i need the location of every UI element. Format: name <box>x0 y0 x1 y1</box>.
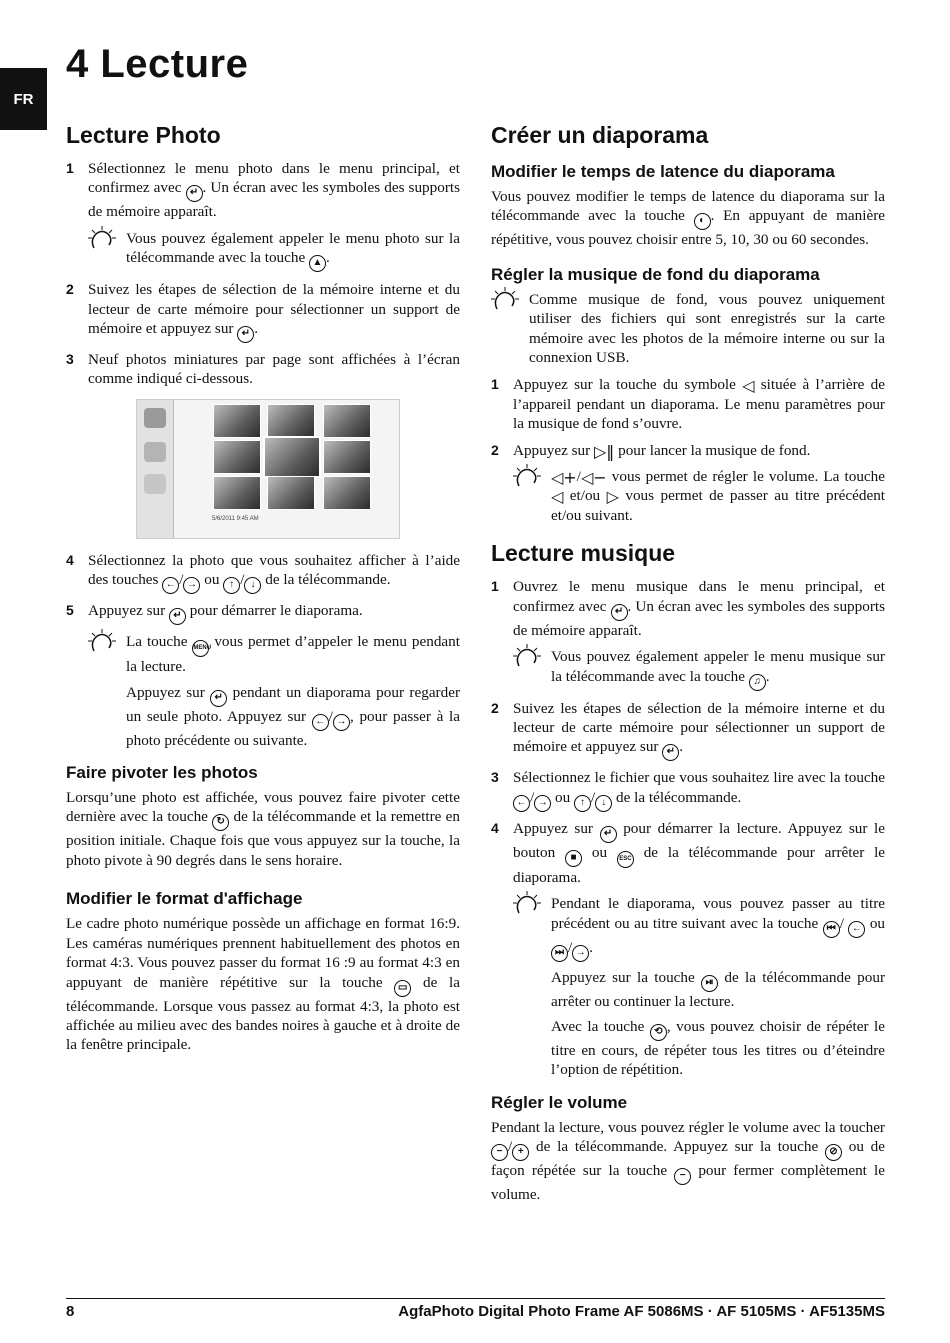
rotate-key-icon: ↻ <box>212 814 229 831</box>
photo-thumbnail <box>213 476 261 510</box>
music-step-1: 1 Appuyez sur la touche du symbole ◁ située à l’arrière de l’appareil pendant un diaporama. Le menu paramètres pour la musique de fond s’ouvre. <box>491 376 885 433</box>
previous-track-key-icon: ⏮ <box>823 921 840 938</box>
arrow-right-icon: → <box>572 945 589 962</box>
repeat-key-icon: ⟲ <box>650 1024 667 1041</box>
arrow-left-icon: ← <box>312 714 329 731</box>
lightbulb-icon <box>88 629 122 657</box>
step-3: 3 Neuf photos miniatures par page sont affichées à l’écran comme indiqué ci-dessous. <box>66 351 460 388</box>
music-play-step-3: 3 Sélectionnez le fichier que vous souhaitez lire avec la touche ← / → ou ↑ / ↓ de la télécommande. <box>491 768 885 811</box>
footer-divider <box>66 1298 885 1299</box>
lightbulb-icon <box>513 644 547 672</box>
photo-thumbnail <box>267 404 315 438</box>
screen-date-label: 5/6/2011 9:45 AM <box>212 515 259 522</box>
mute-key-icon: ⊘ <box>825 1144 842 1161</box>
photo-thumbnail <box>213 440 261 474</box>
photo-thumbnail <box>213 404 261 438</box>
tip-menu-key: La touche MENU vous permet d’appeler le menu pendant la lecture. Appuyez sur ↵ pendant un diaporama pour regarder un seule photo. Appuyez sur ← / → , pour passer à la photo précédente ou suivante. <box>88 632 460 750</box>
arrow-up-icon: ↑ <box>223 577 240 594</box>
lightbulb-icon <box>513 891 547 919</box>
paragraph-volume: Pendant la lecture, vous pouvez régler le volume avec la toucher − / + de la télécommande. Appuyez sur la touche ⊘ ou de façon répétée sur la touche − pour fermer complètement le volume. <box>491 1118 886 1204</box>
lightbulb-icon <box>491 287 525 315</box>
menu-key-icon: MENU <box>192 640 209 657</box>
slideshow-speed-key-icon: ◐ <box>694 213 711 230</box>
subheading-format: Modifier le format d'affichage <box>66 889 303 909</box>
paragraph-pivoter: Lorsqu’une photo est affichée, vous pouvez faire pivoter cette dernière avec la touche ↻ de la télécommande et la remettre en position initiale. Chaque fois que vous appuyez sur la touche, la photo pivote à 90 degrés dans le sens horaire. <box>66 789 461 869</box>
step-2: 2 Suivez les étapes de sélection de la mémoire interne et du lecteur de carte mémoire pour sélectionner un support de mémoire et appuyez sur ↵ . <box>66 280 460 343</box>
thumbnail-screen-image <box>136 399 400 539</box>
music-step-2: 2 Appuyez sur ▷‖ pour lancer la musique de fond. <box>491 441 811 461</box>
subheading-musique-fond: Régler la musique de fond du diaporama <box>491 264 820 284</box>
arrow-left-icon: ← <box>162 577 179 594</box>
section-heading-lecture-musique: Lecture musique <box>491 540 676 567</box>
volume-minus-key-icon: − <box>491 1144 508 1161</box>
volume-down-key-icon: ◁− <box>580 468 607 488</box>
next-track-key-icon: ⏭ <box>551 945 568 962</box>
arrow-right-icon: → <box>333 714 350 731</box>
enter-icon: ↵ <box>600 826 617 843</box>
arrow-right-icon: → <box>183 577 200 594</box>
photo-thumbnail <box>267 476 315 510</box>
volume-up-key-icon: ◁+ <box>551 468 577 488</box>
card-icon <box>144 442 166 462</box>
photo-thumbnail <box>323 440 371 474</box>
tip-music-menu: Vous pouvez également appeler le menu musique sur la télécommande avec la touche ♫ . <box>513 647 885 690</box>
tip-musique-fond: Comme musique de fond, vous pouvez uniquement utiliser des fichiers qui sont enregistrés sur la carte mémoire avec les photos de la mémoire interne ou sur la connexion USB. <box>491 290 885 368</box>
photo-thumbnail-selected <box>263 436 321 478</box>
chapter-title: 4 Lecture <box>66 42 249 86</box>
photo-thumbnail <box>323 404 371 438</box>
memory-icon <box>144 408 166 428</box>
step-1: 1 Sélectionnez le menu photo dans le menu principal, et confirmez avec ↵ . Un écran avec les symboles des supports de mémoire apparaît. <box>66 160 461 221</box>
tip-photo-menu: Vous pouvez également appeler le menu photo sur la télécommande avec la touche ▲ . <box>88 229 460 272</box>
stop-key-icon: ■ <box>565 850 582 867</box>
subheading-pivoter: Faire pivoter les photos <box>66 763 258 783</box>
play-pause-key-icon: ⏯ <box>701 975 718 992</box>
previous-key-icon: ◁ <box>551 487 564 507</box>
volume-plus-key-icon: + <box>512 1144 529 1161</box>
paragraph-format: Le cadre photo numérique possède un affichage en format 16:9. Les caméras numériques prennent habituellement des photos en format 4:3. Vous pouvez passer du format 16 :9 au format 4:3 en appuyant de manière répétitive sur la touche ▭ de la télécommande. Lorsque vous passez au format 4:3, la photo est affichée au milieu avec des bandes noires à gauche et à droite de la fenêtre principale. <box>66 915 461 1054</box>
photo-thumbnail <box>323 476 371 510</box>
section-heading-diaporama: Créer un diaporama <box>491 122 709 148</box>
section-heading-lecture-photo: Lecture Photo <box>66 122 221 148</box>
esc-key-icon: ESC <box>617 851 634 868</box>
lightbulb-icon <box>88 226 122 254</box>
step-4: 4 Sélectionnez la photo que vous souhaitez afficher à l’aide des touches ← / → ou ↑ / ↓ de la télécommande. <box>66 551 460 594</box>
right-column <box>491 118 885 1211</box>
left-column <box>66 118 460 1061</box>
enter-icon: ↵ <box>169 608 186 625</box>
volume-minus-key-icon: − <box>674 1168 691 1185</box>
aspect-ratio-key-icon: ▭ <box>394 980 411 997</box>
tip-volume-keys: ◁+/◁− vous permet de régler le volume. La touche ◁ et/ou ▷ vous permet de passer au titre précédent et/ou suivant. <box>513 467 885 525</box>
paragraph-latence: Vous pouvez modifier le temps de latence du diaporama sur la télécommande avec la touche ◐ . En appuyant de manière répétitive, vous pouvez choisir entre 5, 10, 30 ou 60 secondes. <box>491 188 886 249</box>
screen-sidebar <box>137 400 174 538</box>
back-key-icon: ◁ <box>742 376 755 396</box>
play-pause-key-icon: ▷‖ <box>593 441 615 461</box>
enter-icon: ↵ <box>186 185 203 202</box>
lightbulb-icon <box>513 464 547 492</box>
step-5: 5 Appuyez sur ↵ pour démarrer le diaporama. <box>66 601 460 625</box>
arrow-left-icon: ← <box>513 795 530 812</box>
footer-product-title: AgfaPhoto Digital Photo Frame AF 5086MS · AF 5105MS · AF5135MS <box>398 1303 885 1320</box>
subheading-volume: Régler le volume <box>491 1092 628 1112</box>
arrow-right-icon: → <box>534 795 551 812</box>
arrow-down-icon: ↓ <box>595 795 612 812</box>
music-play-step-4: 4 Appuyez sur ↵ pour démarrer la lecture. Appuyez sur le bouton ■ ou ESC de la télécommande pour arrêter le diaporama. <box>491 819 886 886</box>
enter-icon: ↵ <box>611 604 628 621</box>
arrow-down-icon: ↓ <box>244 577 261 594</box>
enter-icon: ↵ <box>662 744 679 761</box>
music-play-step-2: 2 Suivez les étapes de sélection de la mémoire interne et du lecteur de carte mémoire pour sélectionner un support de mémoire et appuyez sur ↵ . <box>491 699 885 762</box>
usb-icon <box>144 474 166 494</box>
arrow-up-icon: ↑ <box>574 795 591 812</box>
arrow-left-icon: ← <box>848 921 865 938</box>
tip-music-navigation: Pendant le diaporama, vous pouvez passer au titre précédent ou au titre suivant avec la touche ⏮ / ← ou ⏭ / → . Appuyez sur la touche ⏯ de la télécommande pour arrêter ou continuer la lecture. Avec la touche ⟲ , vous pouvez choisir de répéter le titre en cours, de répéter tous les titres ou d’éteindre l’option de répétition. <box>513 894 885 1080</box>
photo-key-icon: ▲ <box>309 255 326 272</box>
enter-icon: ↵ <box>210 690 227 707</box>
enter-icon: ↵ <box>237 326 254 343</box>
subheading-latence: Modifier le temps de latence du diaporama <box>491 162 835 181</box>
next-key-icon: ▷ <box>606 487 619 507</box>
music-key-icon: ♫ <box>749 674 766 691</box>
page-number: 8 <box>66 1303 75 1320</box>
music-play-step-1: 1 Ouvrez le menu musique dans le menu principal, et confirmez avec ↵ . Un écran avec les symboles des supports de mémoire apparaît. <box>491 578 886 639</box>
language-tab: FR <box>0 68 47 130</box>
